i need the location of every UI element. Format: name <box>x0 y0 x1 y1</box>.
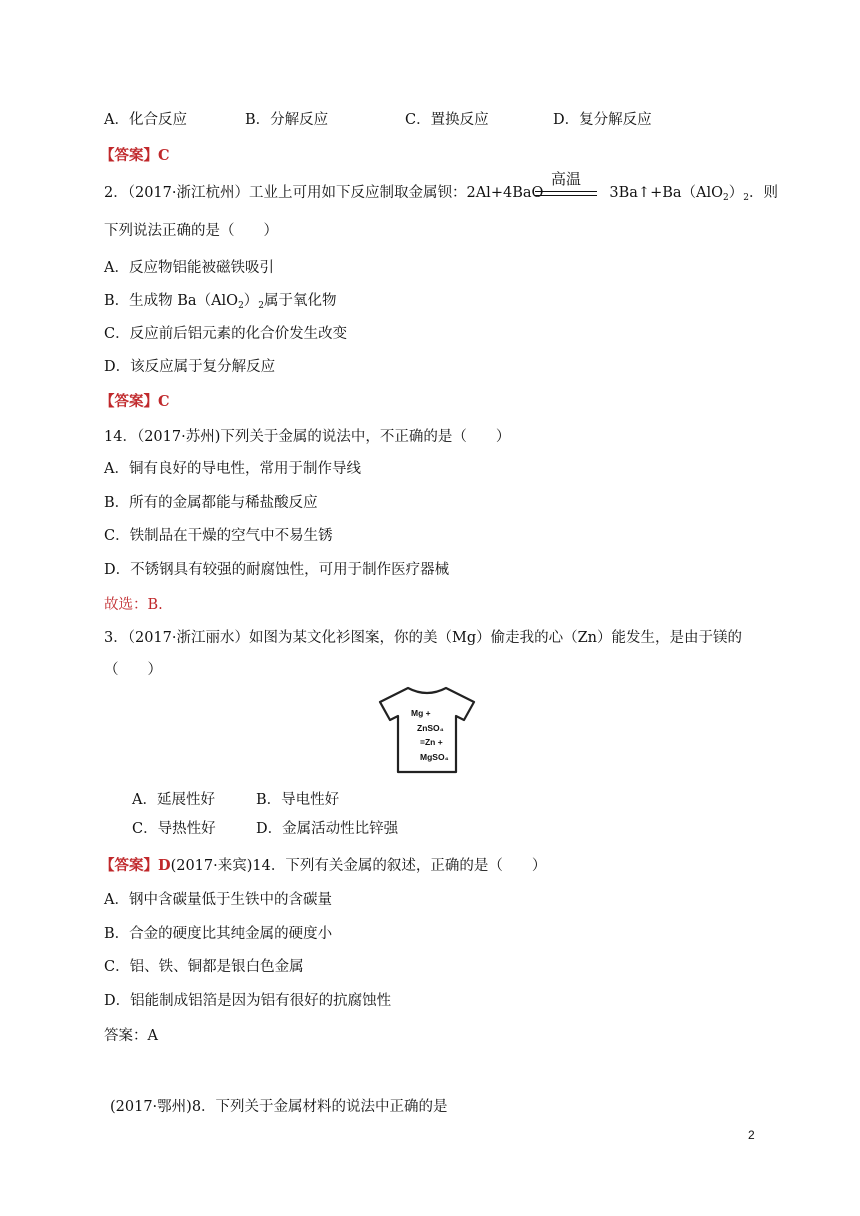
q14-option-a: A．铜有良好的导电性，常用于制作导线 <box>104 461 361 477</box>
q2-option-b-sub2: 2 <box>258 301 265 311</box>
option-d: D．复分解反应 <box>553 112 652 128</box>
q2-sub2: 2 <box>743 193 749 203</box>
laibin-option-a: A．钢中含碳量低于生铁中的含碳量 <box>104 892 332 908</box>
q14-option-c: C．铁制品在干燥的空气中不易生锈 <box>104 528 333 544</box>
q2-option-b-pre: B．生成物 Ba（AlO <box>104 293 239 309</box>
answer-value: C <box>158 147 170 164</box>
option-c: C．置换反应 <box>405 112 489 128</box>
q3-option-b: B．导电性好 <box>256 792 340 808</box>
q2-option-d: D．该反应属于复分解反应 <box>104 359 276 375</box>
q2-stem-pre: 2．（2017·浙江杭州）工业上可用如下反应制取金属钡：2Al+4BaO <box>104 185 544 201</box>
q2-option-c: C．反应前后铝元素的化合价发生改变 <box>104 326 348 342</box>
tshirt-figure <box>378 684 476 776</box>
q3-stem-line2: （ ） <box>104 662 162 678</box>
answer-line <box>100 146 170 166</box>
laibin-option-c: C．铝、铁、铜都是银白色金属 <box>104 959 304 975</box>
q3-option-a: A．延展性好 <box>132 792 215 808</box>
page-number: 2 <box>748 1128 755 1142</box>
q2-answer-value: C <box>158 393 170 410</box>
laibin-option-d: D．铝能制成铝箔是因为铝有很好的抗腐蚀性 <box>104 993 392 1009</box>
q2-option-b-post: 属于氧化物 <box>264 293 337 309</box>
q2-option-a: A．反应物铝能被磁铁吸引 <box>104 260 274 276</box>
q2-stem-line2: 下列说法正确的是（ ） <box>104 223 278 239</box>
q3-stem: 3．（2017·浙江丽水）如图为某文化衫图案，你的美（Mg）偷走我的心（Zn）能发生，是由于镁的 <box>104 630 743 646</box>
equals-bar-top <box>535 191 597 192</box>
q2-option-b-mid: ） <box>243 293 259 309</box>
q2-stem-post-a: 3Ba↑+Ba（AlO <box>609 185 724 201</box>
option-a: A．化合反应 <box>104 112 187 128</box>
reaction-condition <box>535 170 597 196</box>
q2-option-b <box>104 291 337 316</box>
ezhou-stem: (2017·鄂州)8．下列关于金属材料的说法中正确的是 <box>110 1099 448 1115</box>
shirt-line-3: =Zn + <box>420 737 443 747</box>
q2-option-b-sub1: 2 <box>238 301 244 311</box>
q3-answer-tag: 【答案】 <box>100 857 158 874</box>
q2-sub1: 2 <box>723 193 729 203</box>
q2-answer-tag: 【答案】 <box>100 393 158 410</box>
laibin-stem: (2017·来宾)14．下列有关金属的叙述，正确的是（ ） <box>170 858 547 874</box>
q3-option-d: D．金属活动性比锌强 <box>256 821 399 837</box>
shirt-line-4: MgSO₄ <box>420 752 449 762</box>
laibin-answer: 答案：A <box>104 1028 158 1044</box>
q2-stem-post-c: ．则 <box>748 185 778 201</box>
q2-stem-post-b: ） <box>728 185 744 201</box>
q14-answer: 故选：B. <box>104 597 163 613</box>
q3-option-c: C．导热性好 <box>132 821 216 837</box>
q3-answer-value: D <box>158 857 171 874</box>
answer-tag: 【答案】 <box>100 147 158 164</box>
laibin-option-b: B．合金的硬度比其纯金属的硬度小 <box>104 926 333 942</box>
q3-answer-and-laibin-stem <box>100 856 546 876</box>
q14-option-d: D．不锈钢具有较强的耐腐蚀性，可用于制作医疗器械 <box>104 562 450 578</box>
equals-bar-bottom <box>535 195 597 196</box>
q14-option-b: B．所有的金属都能与稀盐酸反应 <box>104 495 318 511</box>
q14-stem: 14．（2017·苏州)下列关于金属的说法中，不正确的是（ ） <box>104 429 511 445</box>
shirt-line-1: Mg + <box>411 708 431 718</box>
shirt-line-2: ZnSO₄ <box>417 723 444 733</box>
q2-stem <box>104 183 778 208</box>
condition-label: 高温 <box>550 170 581 188</box>
q2-answer <box>100 392 170 412</box>
option-b: B．分解反应 <box>245 112 329 128</box>
